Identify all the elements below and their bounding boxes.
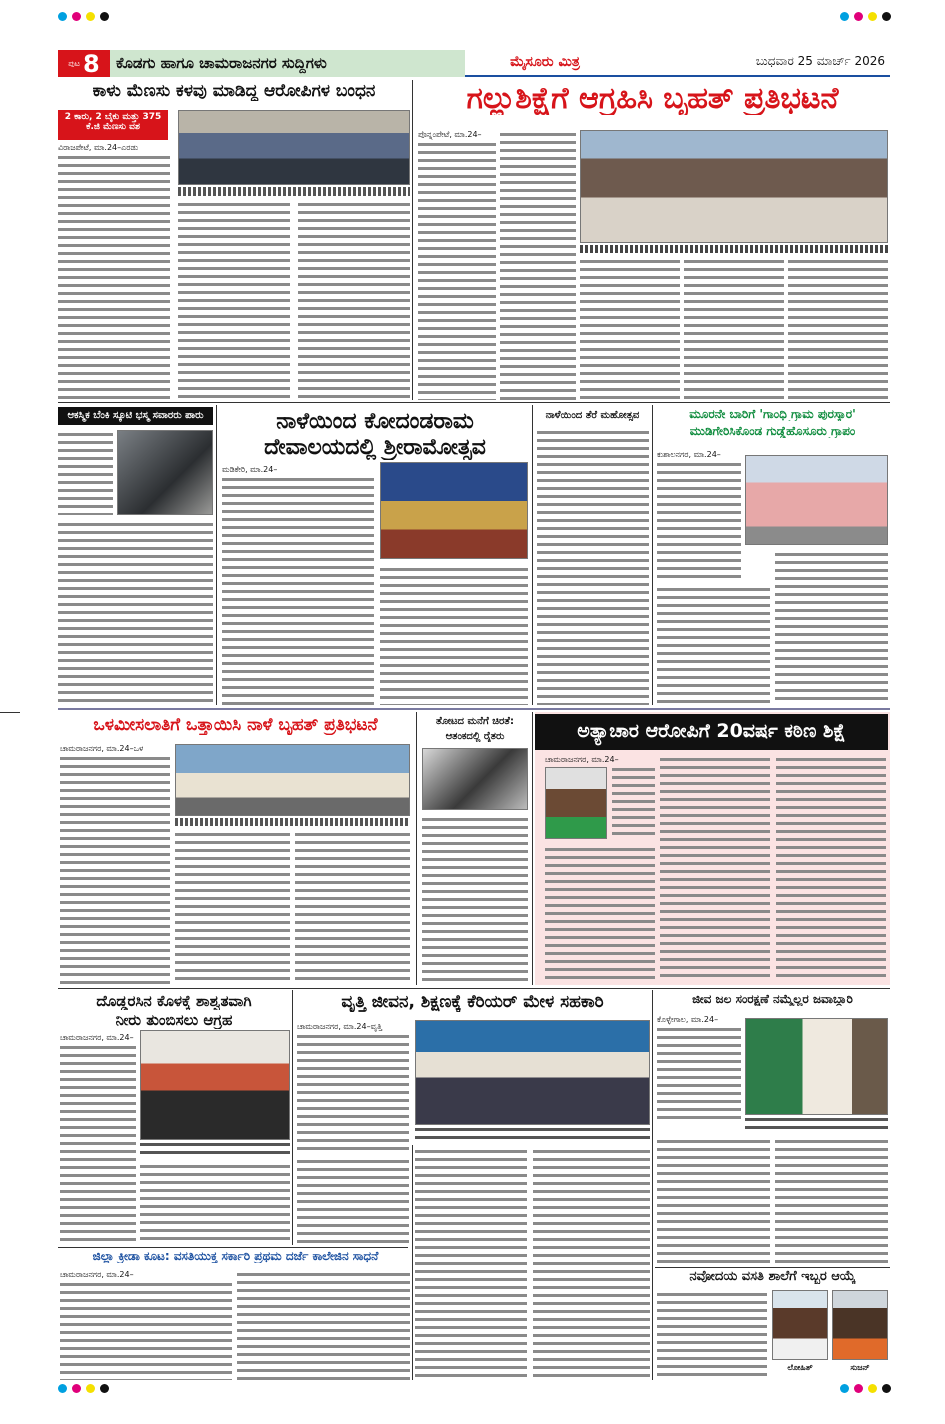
registration-mark [86,12,95,21]
registration-mark [854,12,863,21]
student-portrait-photo [832,1290,888,1360]
student-portrait-photo [772,1290,828,1360]
article-body-text [297,1157,409,1245]
issue-date: ಬುಧವಾರ 25 ಮಾರ್ಚ್ 2026 [755,54,885,68]
article-body-text [422,815,528,985]
section-rule [58,402,890,403]
career-fair-photo [415,1020,650,1125]
registration-mark [868,12,877,21]
page-number-box [58,50,110,77]
dateline: ಚಾಮರಾಜನಗರ, ಮಾ.24– [60,1270,134,1279]
page-number: 8 [83,49,100,78]
dateline: ಚಾಮರಾಜನಗರ, ಮಾ.24– [60,1033,134,1042]
article-body-text [500,130,576,400]
article-body-text [58,153,170,400]
section-rule [655,1267,890,1268]
registration-mark [854,1384,863,1393]
photo-caption [580,245,888,253]
headline: ದೇವಾಲಯದಲ್ಲಿ ಶ್ರೀರಾಮೋತ್ಸವ [264,436,486,460]
subhead-box: 2 ಕಾರು, 2 ಬೈಕು ಮತ್ತು 375 ಕೆ.ಜಿ ಮೆಣಸು ವಶ [58,110,168,140]
article-body-text [657,1290,767,1380]
registration-mark [100,1384,109,1393]
article-body-text [175,830,290,985]
article-body-text [295,830,410,985]
column-divider [652,990,653,1380]
article-body-text [537,428,649,705]
dateline: ಮಡಿಕೇರಿ, ಮಾ.24– [222,465,278,474]
article-body-text [222,475,374,705]
dateline: ಚಾಮರಾಜನಗರ, ಮಾ.24–ವೃತ್ತಿ [297,1022,383,1031]
section-title: ಕೊಡಗು ಹಾಗೂ ಚಾಮರಾಜನಗರ ಸುದ್ದಿಗಳು [110,50,465,77]
registration-mark [868,1384,877,1393]
article-body-text [60,1043,136,1243]
article-body-text [178,200,290,400]
article-body-text [660,755,770,980]
dateline: ಪೊನ್ನಂಪೇಟೆ, ಮಾ.24– [418,130,482,139]
registration-mark [840,12,849,21]
article-body-text [415,1147,527,1380]
headline: ನಾಳೆಯಿಂದ ತೆರೆ ಮಹೋತ್ಸವ [545,410,640,421]
article-body-text [545,845,655,980]
student-name: ಸುಜನ್ [850,1363,870,1372]
article-body-text [657,1025,741,1120]
headline: ನಾಳೆಯಿಂದ ಕೋದಂಡರಾಮ [276,410,474,434]
article-body-text [380,565,528,705]
article-body-text [788,257,888,400]
article-body-text [657,585,770,705]
press-meet-photo [175,744,410,816]
article-body-text [775,550,888,705]
column-divider [532,405,533,705]
memorandum-photo [140,1030,290,1140]
protest-photo [580,130,888,243]
article-body-text [58,430,113,515]
arrested-accused-photo [178,110,410,185]
masthead-rule [465,75,890,77]
registration-mark [72,1384,81,1393]
dateline: ಚಾಮರಾಜನಗರ, ಮಾ.24– [545,755,619,764]
temple-photo [380,462,528,559]
column-divider [292,990,293,1245]
article-body-text [298,200,410,400]
water-conservation-event-photo [745,1018,888,1115]
photo-caption [178,187,410,196]
column-divider [652,405,653,705]
photo-caption [175,818,410,826]
article-body-text [776,755,886,980]
dateline: ವಿರಾಜಪೇಟೆ, ಮಾ.24–ಎರಡು [58,143,139,152]
registration-mark [100,12,109,21]
page-label: ಪುಟ [68,58,81,68]
article-body-text [580,257,680,400]
article-body-text [237,1270,410,1380]
dateline: ಕೊಳ್ಳೇಗಾಲ, ಮಾ.24– [657,1015,719,1024]
section-rule [58,1247,408,1248]
headline: ದೊಡ್ಡರಸಿನ ಕೊಳಕ್ಕೆ ಶಾಶ್ವತವಾಗಿ [96,993,252,1010]
article-body-text [684,257,784,400]
headline: ಗಲ್ಲುಶಿಕ್ಷೆಗೆ ಆಗ್ರಹಿಸಿ ಬೃಹತ್ ಪ್ರತಿಭಟನೆ [466,82,839,115]
headline: ವೃತ್ತಿ ಜೀವನ, ಶಿಕ್ಷಣಕ್ಕೆ ಕೆರಿಯರ್ ಮೇಳ ಸಹಕಾರಿ [341,993,604,1012]
section-rule [58,708,890,710]
article-body-text [775,1137,888,1265]
article-body-text [58,520,213,705]
accused-portrait-photo [545,767,607,839]
article-body-text [418,140,496,400]
headline-banner: ಆಕಸ್ಮಿಕ ಬೆಂಕಿ ಸ್ಕೂಟಿ ಭಸ್ಮ ಸವಾರರು ಪಾರು [58,407,213,425]
photo-caption [140,1142,290,1158]
column-divider [412,80,413,400]
registration-mark [882,12,891,21]
section-rule [58,988,890,989]
headline: ತೋಟದ ಮನೆಗೆ ಚಿರತೆ: [436,716,514,727]
registration-mark [882,1384,891,1393]
registration-mark [58,12,67,21]
paper-name: ಮೈಸೂರು ಮಿತ್ರ [510,54,580,70]
registration-mark [840,1384,849,1393]
dateline: ಕುಶಾಲನಗರ, ಮಾ.24– [657,450,721,459]
headline: ಜಿಲ್ಲಾ ಕ್ರೀಡಾ ಕೂಟ: ವಸತಿಯುಕ್ತ ಸರ್ಕಾರಿ ಪ್ರಥಮ ದರ್ಜೆ ಕಾಲೇಜಿನ ಸಾಧನೆ [92,1250,379,1263]
student-name: ಲೋಹಿತ್ [787,1363,813,1372]
article-body-text [657,460,741,580]
article-body-text [657,1137,770,1265]
headline-banner: ಅತ್ಯಾಚಾರ ಆರೋಪಿಗೆ 20ವರ್ಷ ಕಠಿಣ ಶಿಕ್ಷೆ [535,714,888,750]
burnt-scooter-photo [117,430,213,515]
photo-caption [745,1117,888,1133]
dateline: ಚಾಮರಾಜನಗರ, ಮಾ.24–ಒಳ [60,744,144,753]
registration-mark [86,1384,95,1393]
headline: ಮುಡಿಗೇರಿಸಿಕೊಂಡ ಗುಡ್ಡೆಹೊಸೂರು ಗ್ರಾಪಂ [689,425,856,438]
leopard-photo [422,748,528,810]
article-body-text [533,1147,650,1380]
gram-panchayat-building-photo [745,455,888,545]
registration-mark [72,12,81,21]
page-margin-mark [0,712,20,713]
headline: ಜೀವ ಜಲ ಸಂರಕ್ಷಣೆ ನಮ್ಮೆಲ್ಲರ ಜವಾಬ್ದಾರಿ [692,993,853,1006]
headline: ನೀರು ತುಂಬಿಸಲು ಆಗ್ರಹ [115,1012,233,1029]
headline: ಕಾಳು ಮೆಣಸು ಕಳವು ಮಾಡಿದ್ದ ಆರೋಪಿಗಳ ಬಂಧನ [92,82,376,101]
headline: ಆತಂಕದಲ್ಲಿ ರೈತರು [445,731,505,742]
registration-mark [58,1384,67,1393]
article-body-text [60,754,170,985]
article-body-text [140,1162,290,1243]
article-body-text [60,1280,232,1380]
column-divider [532,712,533,985]
column-divider [216,405,217,705]
column-divider [416,712,417,985]
article-body-text [297,1032,409,1152]
photo-caption [415,1127,650,1143]
column-divider [412,1145,413,1380]
article-body-text [612,765,655,840]
headline: ನವೋದಯ ವಸತಿ ಶಾಲೆಗೆ ಇಬ್ಬರ ಆಯ್ಕೆ [689,1270,856,1284]
headline: ಮೂರನೇ ಬಾರಿಗೆ 'ಗಾಂಧಿ ಗ್ರಾಮ ಪುರಸ್ಕಾರ' [689,408,856,421]
headline: ಒಳಮೀಸಲಾತಿಗೆ ಒತ್ತಾಯಿಸಿ ನಾಳೆ ಬೃಹತ್ ಪ್ರತಿಭಟನೆ [93,716,378,735]
